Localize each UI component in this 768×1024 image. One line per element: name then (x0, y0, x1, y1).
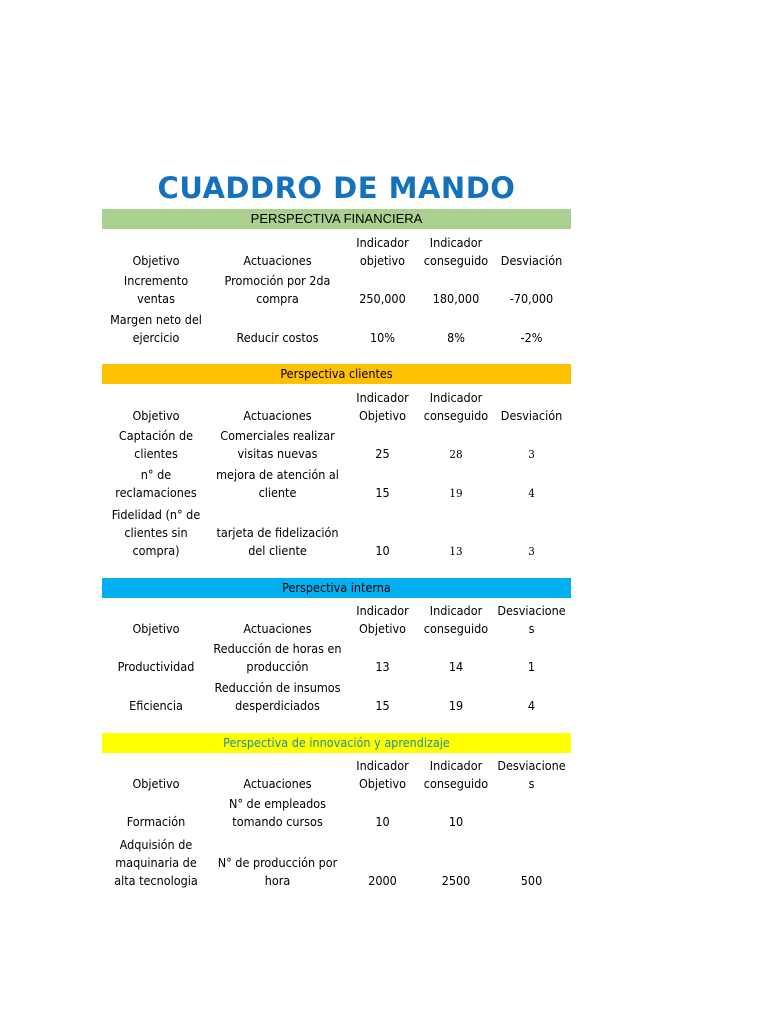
cell-actuacion: mejora de atención al cliente (216, 467, 339, 500)
header-desviaciones: Desviacione s (497, 758, 566, 791)
cell-indicador-conseguido: 10 (448, 814, 464, 829)
cell-actuacion: Reducción de insumos desperdiciados (214, 680, 341, 713)
cell-desviacion: 4 (528, 486, 535, 500)
cell-indicador-objetivo: 10 (375, 543, 390, 558)
section-banner-financiera: PERSPECTIVA FINANCIERA (102, 209, 571, 229)
cell-objetivo: Incremento ventas (123, 273, 189, 306)
cell-indicador-objetivo: 25 (375, 446, 390, 461)
cell-indicador-conseguido: 14 (448, 659, 464, 674)
cell-indicador-objetivo: 15 (375, 698, 390, 713)
cell-objetivo: Fidelidad (n° de clientes sin compra) (111, 507, 201, 558)
cell-indicador-conseguido: 19 (448, 698, 464, 713)
cell-objetivo: Margen neto del ejercicio (110, 312, 202, 345)
cell-actuacion: N° de producción por hora (217, 855, 338, 888)
header-objetivo: Objetivo (132, 408, 180, 423)
cell-indicador-conseguido: 13 (449, 544, 463, 558)
cell-objetivo: Captación de clientes (118, 428, 194, 461)
cell-objetivo: Eficiencia (129, 698, 183, 713)
header-indicador-objetivo: Indicador Objetivo (356, 390, 409, 423)
header-indicador-conseguido: Indicador conseguido (423, 758, 489, 791)
header-actuaciones: Actuaciones (243, 253, 312, 268)
cell-desviacion: 1 (527, 659, 536, 674)
cell-desviacion (492, 793, 571, 831)
header-actuaciones: Actuaciones (243, 408, 312, 423)
cell-objetivo: n° de reclamaciones (115, 467, 197, 500)
page-title: CUADDRO DE MANDO (157, 171, 516, 205)
cell-indicador-conseguido: 19 (449, 486, 463, 500)
cell-objetivo: Formación (126, 814, 186, 829)
cell-indicador-objetivo: 15 (375, 485, 390, 500)
cell-actuacion: Reducción de horas en producción (213, 641, 342, 674)
header-objetivo: Objetivo (132, 621, 180, 636)
cell-indicador-objetivo: 250,000 (359, 291, 406, 306)
cell-indicador-objetivo: 10% (370, 330, 395, 345)
header-indicador-conseguido: Indicador conseguido (423, 390, 489, 423)
header-indicador-objetivo: Indicador Objetivo (356, 758, 409, 791)
cell-indicador-conseguido: 180,000 (432, 291, 480, 306)
cell-indicador-objetivo: 13 (375, 659, 390, 674)
cell-indicador-conseguido: 8% (447, 330, 465, 345)
header-indicador-objetivo: Indicador Objetivo (356, 603, 409, 636)
cell-indicador-objetivo: 10 (375, 814, 390, 829)
header-objetivo: Objetivo (132, 776, 180, 791)
cell-actuacion: N° de empleados tomando cursos (228, 796, 327, 829)
header-actuaciones: Actuaciones (243, 776, 312, 791)
header-indicador-conseguido: Indicador conseguido (423, 235, 489, 268)
cell-actuacion: Promoción por 2da compra (224, 273, 331, 306)
header-actuaciones: Actuaciones (243, 621, 312, 636)
header-indicador-conseguido: Indicador conseguido (423, 603, 489, 636)
cell-objetivo: Adquisión de maquinaria de alta tecnologia (114, 837, 198, 888)
section-banner-interna: Perspectiva interna (102, 578, 571, 598)
cell-actuacion: Reducir costos (236, 330, 319, 345)
cell-desviacion: 500 (520, 873, 543, 888)
cell-desviacion: -70,000 (509, 291, 554, 306)
cell-indicador-conseguido: 2500 (441, 873, 471, 888)
cell-objetivo: Productividad (117, 659, 195, 674)
cell-desviacion: -2% (520, 330, 543, 345)
header-indicador-objetivo: Indicador objetivo (356, 235, 409, 268)
section-banner-clientes: Perspectiva clientes (102, 364, 571, 384)
cell-indicador-conseguido: 28 (449, 447, 463, 461)
cell-desviacion: 3 (528, 544, 535, 558)
section-banner-innovacion: Perspectiva de innovación y aprendizaje (102, 733, 571, 753)
cell-actuacion: tarjeta de fidelización del cliente (216, 525, 339, 558)
header-desviacion: Desviación (500, 253, 563, 268)
header-desviaciones: Desviacione s (497, 603, 566, 636)
header-objetivo: Objetivo (132, 253, 180, 268)
cell-indicador-objetivo: 2000 (368, 873, 397, 888)
cell-desviacion: 4 (527, 698, 536, 713)
cell-actuacion: Comerciales realizar visitas nuevas (220, 428, 335, 461)
cell-desviacion: 3 (528, 447, 535, 461)
header-desviacion: Desviación (500, 408, 563, 423)
